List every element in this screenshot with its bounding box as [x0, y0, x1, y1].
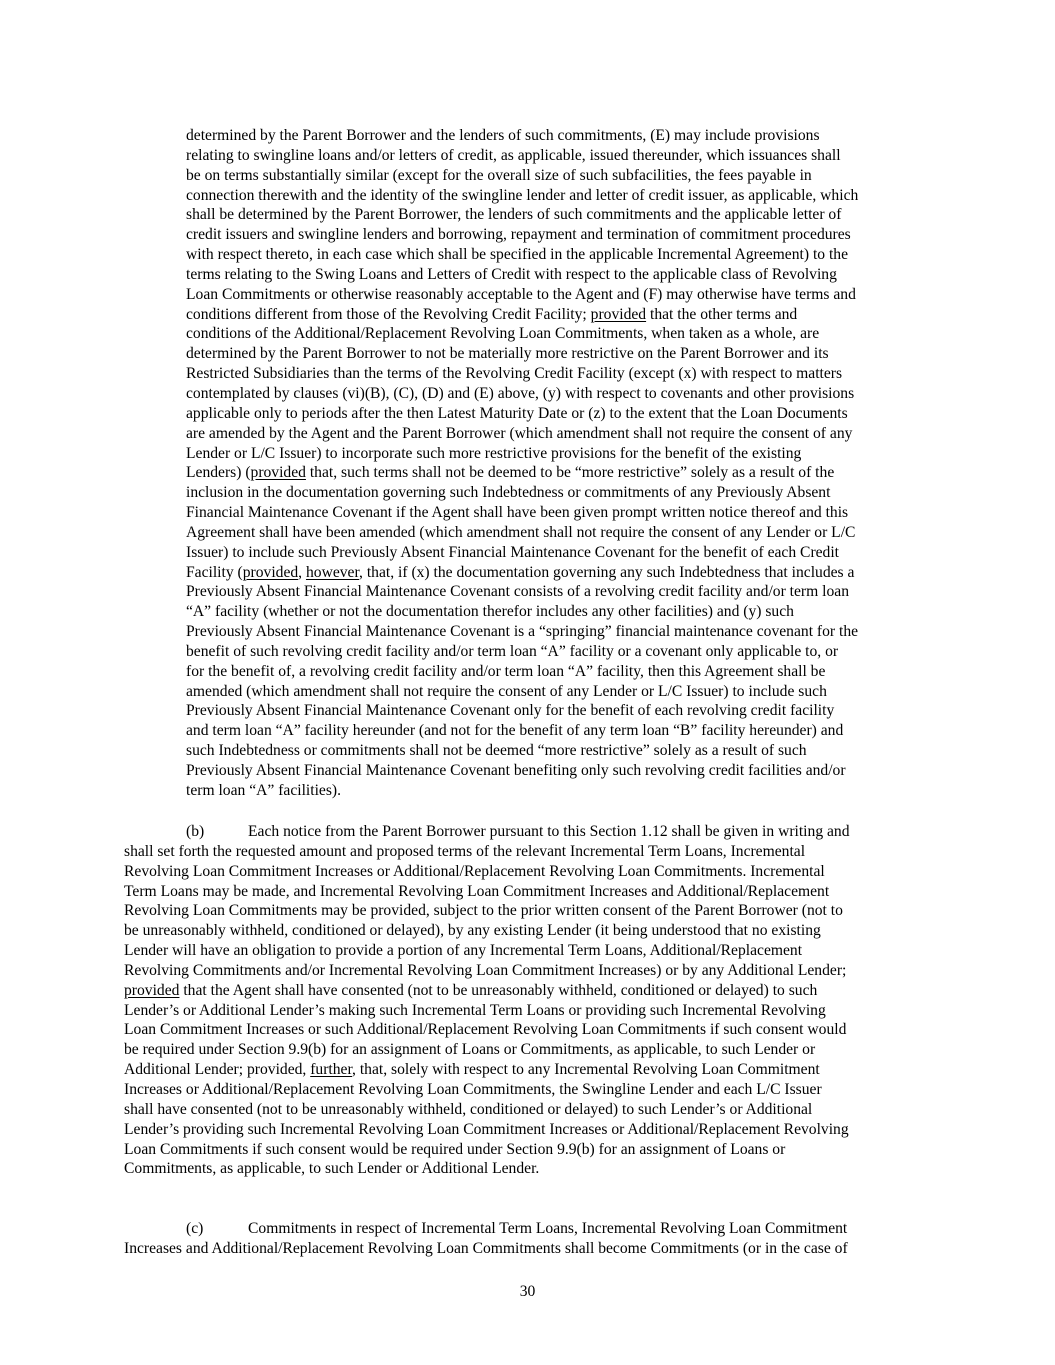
text-line: “A” facility (whether or not the documentation therefor includes any other facilities) and (y) such — [186, 603, 794, 621]
text-line: Increases and Additional/Replacement Revolving Loan Commitments shall become Commitments (or in the case of — [124, 1239, 848, 1257]
text-line: such Indebtedness or commitments shall not be deemed “more restrictive” solely as a result of such — [186, 742, 807, 760]
text-line — [124, 981, 936, 1001]
text-line: determined by the Parent Borrower and the lenders of such commitments, (E) may include provisions — [186, 127, 820, 144]
text-line: be unreasonably withheld, conditioned or delayed), by any existing Lender (it being understood that no existing — [124, 922, 821, 940]
paragraph-c — [124, 1219, 936, 1259]
text-segment: that the other terms and — [646, 305, 798, 323]
text-line: Lender or L/C Issuer) to incorporate such more restrictive provisions for the benefit of the existing — [186, 444, 802, 462]
text-line: Loan Commitments or otherwise reasonably acceptable to the Agent and (F) may otherwise have terms and — [186, 285, 856, 303]
text-line: applicable only to periods after the then Latest Maturity Date or (z) to the extent that the Loan Documents — [186, 404, 848, 422]
text-line: Previously Absent Financial Maintenance Covenant only for the benefit of each revolving credit facility — [186, 702, 835, 720]
underlined-term-provided: provided — [250, 464, 306, 482]
text-line: Issuer) to include such Previously Absent Financial Maintenance Covenant for the benefit of each Credit — [186, 543, 840, 561]
text-segment: , that, solely with respect to any Incremental Revolving Loan Commitment — [352, 1061, 820, 1079]
text-line: Loan Commitment Increases or such Additional/Replacement Revolving Loan Commitments if such consent would — [124, 1021, 847, 1039]
text-line: be on terms substantially similar (except for the overall size of such subfacilities, the fees payable in — [186, 166, 812, 184]
text-line: term loan “A” facilities). — [186, 781, 342, 799]
text-segment: that, such terms shall not be deemed to be “more restrictive” solely as a result of the — [305, 464, 835, 482]
text-line: amended (which amendment shall not require the consent of any Lender or L/C Issuer) to include such — [186, 682, 827, 700]
text-segment: Each notice from the Parent Borrower pursuant to this Section 1.12 shall be given in writing and — [248, 823, 850, 840]
text-segment: , that, if (x) the documentation governing any such Indebtedness that includes a — [359, 563, 855, 581]
text-line: credit issuers and swingline lenders and borrowing, repayment and termination of commitment procedures — [186, 226, 851, 244]
text-line: Previously Absent Financial Maintenance Covenant is a “springing” financial maintenance covenant for the — [186, 623, 859, 641]
text-line: Previously Absent Financial Maintenance Covenant benefiting only such revolving credit facilities and/or — [186, 762, 846, 779]
text-line: shall have consented (not to be unreasonably withheld, conditioned or delayed) to such Lender’s or Additional — [124, 1100, 813, 1118]
text-line: Agreement shall have been amended (which amendment shall not require the consent of any Lender or L/C — [186, 523, 856, 541]
text-segment: Lenders) ( — [186, 464, 251, 482]
text-line: contemplated by clauses (vi)(B), (C), (D) and (E) above, (y) with respect to covenants and other provisions — [186, 384, 855, 402]
text-line: benefit of such revolving credit facility and/or term loan “A” facility or a covenant only applicable to, or — [186, 642, 839, 660]
paragraph-first-line — [124, 822, 936, 842]
text-line: Revolving Loan Commitment Increases or Additional/Replacement Revolving Loan Commitments. Incremental — [124, 862, 825, 880]
text-segment: conditions different from those of the Revolving Credit Facility; — [186, 305, 591, 323]
text-line — [186, 563, 936, 583]
text-line — [186, 305, 936, 325]
paragraph-first-line — [124, 1219, 936, 1239]
paragraph-label: (b) — [186, 823, 205, 840]
text-line: Revolving Loan Commitments may be provided, subject to the prior written consent of the Parent Borrower (not to — [124, 902, 843, 920]
text-line — [124, 1060, 936, 1080]
text-line: Lender’s providing such Incremental Revolving Loan Commitment Increases or Additional/Replacement Revolving — [124, 1120, 849, 1138]
underlined-term-provided: provided — [242, 563, 299, 581]
page-number: 30 — [519, 1283, 536, 1300]
paragraph-label: (c) — [186, 1220, 204, 1237]
paragraph-b — [124, 822, 936, 1179]
text-segment: Facility ( — [186, 563, 243, 581]
underlined-term-provided: provided — [124, 981, 180, 999]
text-line: with respect thereto, in each case which shall be specified in the applicable Incremental Agreement) to the — [186, 246, 849, 264]
text-line: Financial Maintenance Covenant if the Agent shall have been given prompt written notice thereof and this — [186, 504, 849, 522]
text-line: Increases or Additional/Replacement Revolving Loan Commitments, the Swingline Lender and each L/C Issuer — [124, 1080, 822, 1098]
text-line: Loan Commitments if such consent would be required under Section 9.9(b) for an assignment of Loans or — [124, 1140, 786, 1158]
text-line: for the benefit of, a revolving credit facility and/or term loan “A” facility, then this Agreement shall be — [186, 662, 826, 680]
text-segment: that the Agent shall have consented (not to be unreasonably withheld, conditioned or delayed) to such — [179, 981, 818, 999]
underlined-term-provided: provided — [590, 305, 647, 323]
text-line: connection therewith and the identity of the swingline lender and letter of credit issuer, as applicable, which — [186, 186, 859, 204]
text-line: Lender’s or Additional Lender’s making such Incremental Term Loans or providing such Incremental Revolving — [124, 1001, 826, 1019]
text-line: Restricted Subsidiaries than the terms of the Revolving Credit Facility (except (x) with respect to matters — [186, 365, 843, 383]
text-segment: , — [298, 563, 306, 581]
text-line: determined by the Parent Borrower to not be materially more restrictive on the Parent Borrower and its — [186, 345, 829, 363]
text-line: inclusion in the documentation governing such Indebtedness or commitments of any Previously Absent — [186, 484, 831, 502]
text-line: terms relating to the Swing Loans and Letters of Credit with respect to the applicable class of Revolving — [186, 265, 837, 283]
text-line: are amended by the Agent and the Parent Borrower (which amendment shall not require the consent of any — [186, 424, 853, 442]
text-segment: Additional Lender; provided, — [124, 1061, 311, 1079]
text-line: Term Loans may be made, and Incremental Revolving Loan Commitment Increases and Additional/Replacement — [124, 882, 830, 900]
underlined-term-further: further — [310, 1061, 353, 1079]
text-line: be required under Section 9.9(b) for an assignment of Loans or Commitments, as applicable, to such Lender or — [124, 1041, 816, 1059]
text-line: shall set forth the requested amount and proposed terms of the relevant Incremental Term Loans, Incremental — [124, 842, 806, 860]
text-line: Commitments, as applicable, to such Lender or Additional Lender. — [124, 1160, 540, 1178]
paragraph-continuation — [186, 126, 936, 801]
text-line: shall be determined by the Parent Borrower, the lenders of such commitments and the applicable letter of — [186, 206, 842, 224]
text-line — [186, 463, 936, 483]
text-line: conditions of the Additional/Replacement Revolving Loan Commitments, when taken as a whole, are — [186, 325, 820, 343]
text-line: Revolving Commitments and/or Incremental Revolving Loan Commitment Increases) or by any Additional Lender; — [124, 961, 847, 979]
underlined-term-however: however — [305, 563, 360, 581]
text-segment: Commitments in respect of Incremental Term Loans, Incremental Revolving Loan Commitment — [248, 1220, 848, 1237]
text-line: Previously Absent Financial Maintenance Covenant consists of a revolving credit facility and/or term loan — [186, 583, 850, 601]
text-line: and term loan “A” facility hereunder (and not for the benefit of any term loan “B” facility hereunder) and — [186, 722, 844, 740]
text-line: Lender will have an obligation to provide a portion of any Incremental Term Loans, Additional/Replacement — [124, 942, 803, 960]
text-line: relating to swingline loans and/or letters of credit, as applicable, issued thereunder, which issuances shall — [186, 146, 841, 164]
